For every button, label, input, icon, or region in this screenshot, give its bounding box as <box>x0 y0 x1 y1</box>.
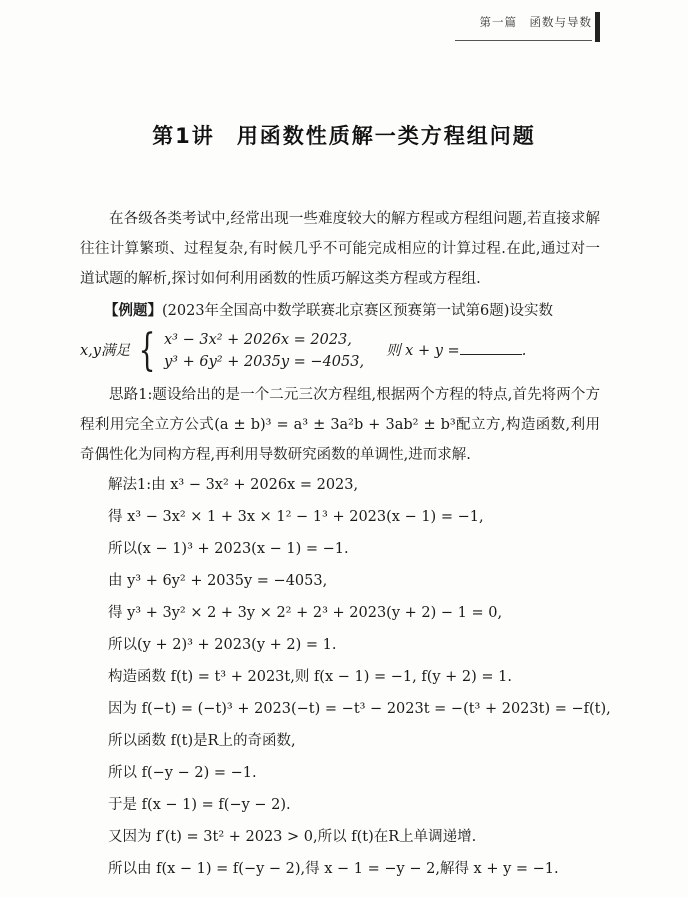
solution-step: 又因为 f′(t) = 3t² + 2023 > 0,所以 f(t)在R上单调递增. <box>108 829 477 845</box>
running-header: 第一篇 函数与导数 <box>479 15 592 29</box>
question-text: 则 x + y = <box>386 343 460 359</box>
equation-list <box>164 329 364 373</box>
header-rule <box>455 40 592 41</box>
example-line <box>80 296 600 326</box>
solution-step: 所以(x − 1)³ + 2023(x − 1) = −1. <box>108 541 349 557</box>
header-bar <box>595 12 600 42</box>
equation-1: x³ − 3x² + 2026x = 2023, <box>163 332 352 348</box>
idea-paragraph: 思路1:题设给出的是一个二元三次方程组,根据两个方程的特点,首先将两个方程利用完全立方公式(a ± b)³ = a³ ± 3a²b + 3ab² ± b³配立方,构造函数,利用奇偶性化为同构方程,再利用导数研究函数的单调性,进而求解. <box>80 387 600 463</box>
solution-step: 所以由 f(x − 1) = f(−y − 2),得 x − 1 = −y − 2,解得 x + y = −1. <box>108 861 559 877</box>
solution-step: 构造函数 f(t) = t³ + 2023t,则 f(x − 1) = −1, f(y + 2) = 1. <box>108 669 513 685</box>
solution-step: 因为 f(−t) = (−t)³ + 2023(−t) = −t³ − 2023t = −(t³ + 2023t) = −f(t), <box>108 701 611 717</box>
left-brace: { <box>138 325 156 376</box>
question-end: . <box>521 343 527 359</box>
solution-step: 解法1:由 x³ − 3x² + 2026x = 2023, <box>108 477 359 493</box>
example-source: (2023年全国高中数学联赛北京赛区预赛第一试第6题)设实数 <box>162 303 553 319</box>
equation-2: y³ + 6y² + 2035y = −4053, <box>163 354 365 370</box>
question <box>386 336 526 366</box>
solution-step: 得 x³ − 3x² × 1 + 3x × 1² − 1³ + 2023(x − 1) = −1, <box>108 509 484 525</box>
lecture-number: 第1讲 <box>152 124 215 148</box>
example-label: 【例题】 <box>104 303 162 319</box>
solution-step: 所以函数 f(t)是R上的奇函数, <box>108 733 296 749</box>
solution-step: 于是 f(x − 1) = f(−y − 2). <box>108 797 291 813</box>
lecture-heading: 用函数性质解一类方程组问题 <box>236 124 536 148</box>
solution-step: 由 y³ + 6y² + 2035y = −4053, <box>108 573 328 589</box>
solution-step: 得 y³ + 3y² × 2 + 3y × 2² + 2³ + 2023(y + 2) − 1 = 0, <box>108 605 503 621</box>
solution-step: 所以(y + 2)³ + 2023(y + 2) = 1. <box>108 637 337 653</box>
intro-paragraph: 在各级各类考试中,经常出现一些难度较大的解方程或方程组问题,若直接求解往往计算繁琐、过程复杂,有时候几乎不可能完成相应的计算过程.在此,通过对一道试题的解析,探讨如何利用函数的性质巧解这类方程或方程组. <box>80 211 600 287</box>
equation-system <box>80 326 600 376</box>
example-vars: x,y满足 <box>80 343 130 359</box>
solution-step: 所以 f(−y − 2) = −1. <box>108 765 257 781</box>
lecture-title <box>0 120 688 150</box>
answer-blank <box>460 340 522 355</box>
page-body <box>80 204 611 884</box>
